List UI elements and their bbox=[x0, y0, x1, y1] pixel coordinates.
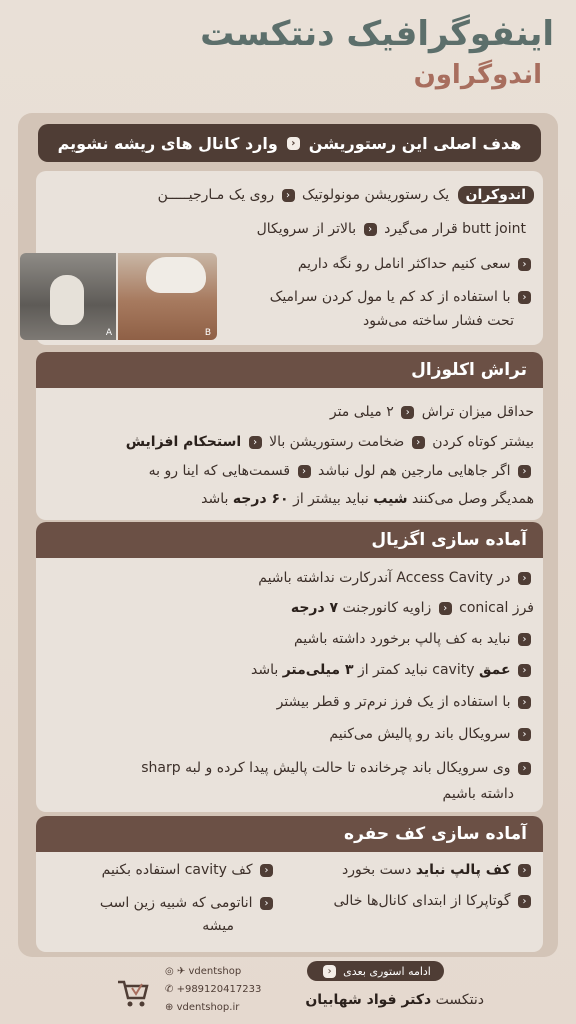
brand-name: دنتکست bbox=[435, 992, 484, 1008]
axial-text: زاویه کانورجنت bbox=[342, 600, 432, 616]
floor-section bbox=[36, 816, 543, 952]
chevron-left-icon: ‹ bbox=[518, 572, 531, 585]
next-story-label: ادامه استوری بعدی bbox=[343, 964, 431, 978]
endocrown-tag: اندوکران bbox=[458, 186, 534, 204]
endocrown-image bbox=[50, 275, 84, 325]
phone-number[interactable] bbox=[165, 984, 261, 995]
floor-left-1 bbox=[102, 862, 276, 878]
chevron-left-icon: ‹ bbox=[439, 602, 452, 615]
page-subtitle: اندوگراون bbox=[413, 60, 542, 90]
photo-label-a: A bbox=[105, 328, 112, 338]
intro-text: بالاتر از سرویکال bbox=[256, 221, 357, 237]
occlusal-text: اگر جاهایی مارجین هم لول نباشد bbox=[317, 463, 511, 479]
chevron-left-icon: ‹ bbox=[518, 895, 531, 908]
occlusal-heading: تراش اکلوزال bbox=[36, 352, 543, 388]
occlusal-highlight: ۶۰ درجه bbox=[232, 491, 289, 507]
axial-item-4 bbox=[251, 662, 534, 678]
shop-logo-icon bbox=[112, 972, 152, 1012]
doctor-name: دکتر فواد شهابیان bbox=[305, 992, 432, 1008]
axial-item-6 bbox=[329, 726, 534, 742]
chevron-left-icon: ‹ bbox=[518, 291, 531, 304]
intro-line-2 bbox=[257, 221, 526, 237]
axial-heading: آماده سازی اگزیال bbox=[36, 522, 543, 558]
occlusal-line-3 bbox=[149, 463, 534, 479]
chevron-left-icon: ‹ bbox=[412, 436, 425, 449]
floor-text: دست بخورد bbox=[342, 862, 412, 878]
occlusal-highlight: استحکام افزایش bbox=[125, 434, 242, 450]
axial-text: باشد bbox=[251, 662, 279, 678]
signature bbox=[305, 992, 484, 1008]
intro-text: سعی کنیم حداکثر انامل رو نگه داریم bbox=[297, 256, 511, 272]
tooth-photo bbox=[20, 253, 217, 340]
occlusal-text: باشد bbox=[201, 491, 229, 507]
intro-bullet-1 bbox=[298, 256, 534, 272]
axial-text: در Access Cavity آندرکارت نداشته باشیم bbox=[258, 570, 511, 586]
chevron-left-icon: ‹ bbox=[298, 465, 311, 478]
floor-text: اناتومی که شبیه زین اسب bbox=[99, 895, 253, 911]
contact-text: vdentshop.ir bbox=[176, 1002, 240, 1013]
instagram-handle[interactable] bbox=[165, 966, 241, 977]
occlusal-line-4 bbox=[201, 491, 534, 507]
axial-highlight: ۳ میلی‌متر bbox=[282, 662, 354, 678]
intro-text: یک رستوریشن مونولوتیک bbox=[302, 187, 450, 203]
axial-text: سرویکال باند رو پالیش می‌کنیم bbox=[329, 726, 511, 742]
axial-item-7b: داشته باشیم bbox=[442, 786, 514, 802]
floor-left-2b: میشه bbox=[202, 918, 234, 934]
footer bbox=[0, 958, 576, 1024]
chevron-left-icon: ‹ bbox=[518, 465, 531, 478]
chevron-left-icon: ‹ bbox=[282, 189, 295, 202]
chevron-left-icon: ‹ bbox=[518, 696, 531, 709]
next-story-button[interactable] bbox=[307, 961, 444, 981]
floor-text: گوتاپرکا از ابتدای کانال‌ها خالی bbox=[333, 893, 511, 909]
floor-right-1 bbox=[342, 862, 534, 878]
floor-heading: آماده سازی کف حفره bbox=[36, 816, 543, 852]
axial-item-7 bbox=[141, 760, 534, 776]
intro-bullet-2 bbox=[270, 289, 534, 305]
axial-text: نباید به کف پالپ برخورد داشته باشیم bbox=[293, 631, 511, 647]
intro-text: butt joint قرار می‌گیرد bbox=[384, 221, 526, 237]
floor-highlight: کف پالپ نباید bbox=[415, 862, 511, 878]
axial-highlight: ۷ درجه bbox=[290, 600, 339, 616]
axial-item-5 bbox=[277, 694, 534, 710]
intro-text: روی یک مـارجیـــــن bbox=[157, 187, 275, 203]
chevron-left-icon: ‹ bbox=[260, 864, 273, 877]
occlusal-text: نباید بیشتر از bbox=[293, 491, 369, 507]
axial-text: cavity نباید کمتر از bbox=[357, 662, 475, 678]
occlusal-line-2 bbox=[126, 434, 534, 450]
chevron-left-icon: ‹ bbox=[287, 137, 300, 150]
chevron-left-icon: ‹ bbox=[260, 897, 273, 910]
chevron-left-icon: ‹ bbox=[249, 436, 262, 449]
axial-text: با استفاده از یک فرز نرم‌تر و قطر بیشتر bbox=[276, 694, 511, 710]
occlusal-text: ۲ میلی متر bbox=[329, 404, 394, 420]
header bbox=[0, 0, 576, 110]
instagram-icon: ◎ ✈ bbox=[165, 966, 186, 977]
globe-icon: ⊕ bbox=[165, 1002, 174, 1013]
whatsapp-icon: ✆ bbox=[165, 984, 174, 995]
chevron-left-icon: ‹ bbox=[518, 258, 531, 271]
occlusal-text: همدیگر وصل می‌کنند bbox=[412, 491, 534, 507]
page-title: اینفوگرافیک دنتکست bbox=[200, 14, 554, 54]
axial-item-2 bbox=[291, 600, 534, 616]
axial-text: وی سرویکال باند چرخانده تا حالت پالیش پیدا کرده و لبه sharp bbox=[141, 760, 511, 776]
goal-part1: هدف اصلی این رستوریشن bbox=[308, 133, 522, 153]
goal-part2: وارد کانال های ریشه نشویم bbox=[57, 133, 278, 153]
chevron-left-icon: ‹ bbox=[323, 965, 336, 978]
axial-highlight: عمق bbox=[478, 662, 511, 678]
chevron-left-icon: ‹ bbox=[401, 406, 414, 419]
occlusal-text: قسمت‌هایی که اینا رو به bbox=[148, 463, 291, 479]
contact-text: vdentshop bbox=[188, 966, 242, 977]
chevron-left-icon: ‹ bbox=[518, 762, 531, 775]
axial-text: فرز conical bbox=[459, 600, 534, 616]
photo-a bbox=[20, 253, 116, 340]
chevron-left-icon: ‹ bbox=[518, 728, 531, 741]
floor-text: کف cavity استفاده بکنیم bbox=[101, 862, 253, 878]
intro-text: با استفاده از کد کم یا مول کردن سرامیک bbox=[269, 289, 511, 305]
occlusal-line-1 bbox=[330, 404, 534, 420]
website-link[interactable] bbox=[165, 1002, 239, 1013]
contact-text: +989120417233 bbox=[176, 984, 262, 995]
occlusal-text: ضخامت رستوریشن بالا bbox=[269, 434, 405, 450]
chevron-left-icon: ‹ bbox=[364, 223, 377, 236]
occlusal-highlight: شیب bbox=[373, 491, 408, 507]
crown-image bbox=[146, 257, 206, 293]
chevron-left-icon: ‹ bbox=[518, 664, 531, 677]
occlusal-text: حداقل میزان تراش bbox=[421, 404, 534, 420]
chevron-left-icon: ‹ bbox=[518, 633, 531, 646]
axial-item-3 bbox=[294, 631, 534, 647]
axial-item-1 bbox=[258, 570, 534, 586]
floor-right-2 bbox=[334, 893, 535, 909]
chevron-left-icon: ‹ bbox=[518, 864, 531, 877]
occlusal-text: بیشتر کوتاه کردن bbox=[432, 434, 534, 450]
goal-banner bbox=[38, 124, 541, 162]
photo-label-b: B bbox=[204, 328, 211, 338]
floor-left-2 bbox=[100, 895, 276, 911]
intro-line-1 bbox=[158, 186, 534, 204]
photo-b bbox=[118, 253, 217, 340]
intro-bullet-2b: تحت فشار ساخته می‌شود bbox=[363, 313, 514, 329]
